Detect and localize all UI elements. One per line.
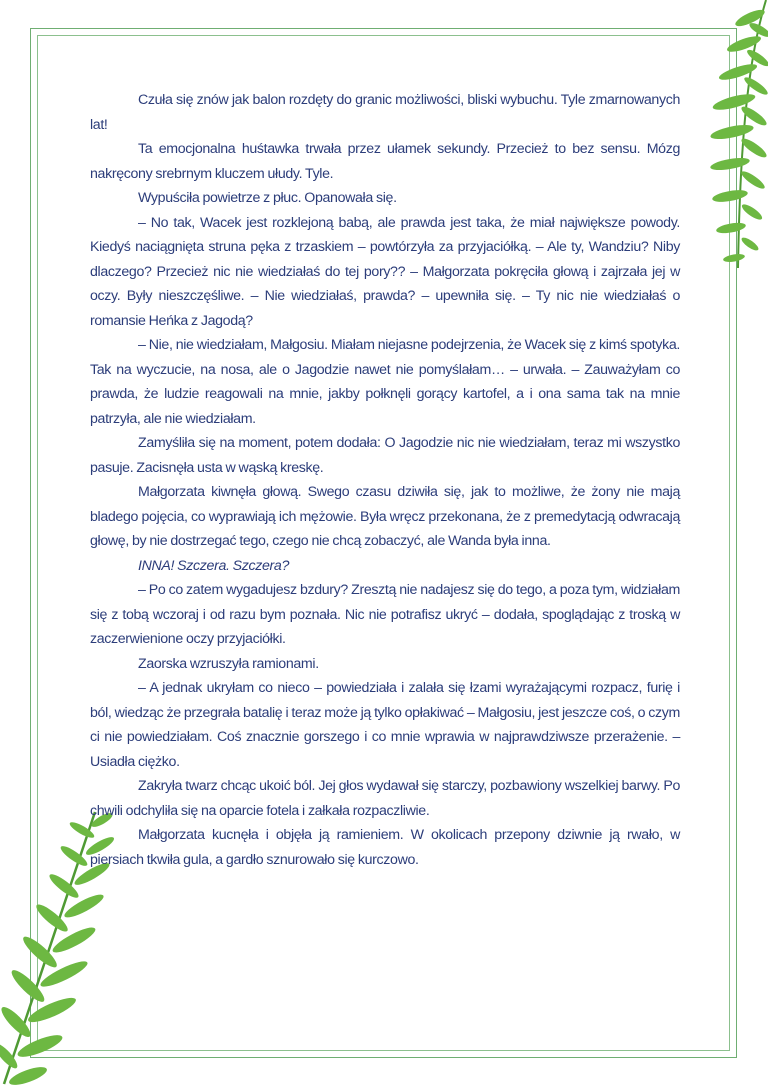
- paragraph: Czuła się znów jak balon rozdęty do granic możliwości, bliski wybuchu. Tyle zmarnowanych lat!: [90, 92, 680, 133]
- paragraph: – A jednak ukryłam co nieco – powiedziała i zalała się łzami wyrażającymi rozpacz, furię i ból, wiedząc że przegrała batalię i teraz może ją tylko opłakiwać – Małgosiu, jest jeszcze coś, o czym ci nie powiedziałam. Coś znacznie gorszego i co mnie wprawia w najprawdziwsze przerażenie. – Usiadła ciężko.: [90, 680, 680, 770]
- paragraph: Zakryła twarz chcąc ukoić ból. Jej głos wydawał się starczy, pozbawiony wszelkiej barwy. Po chwili odchyliła się na oparcie fotela i załkała rozpaczliwie.: [90, 778, 680, 819]
- paragraph: Wypuściła powietrze z płuc. Opanowała się.: [138, 190, 397, 206]
- fern-leaf-icon: [678, 0, 768, 270]
- paragraph: Zaorska wzruszyła ramionami.: [138, 655, 319, 672]
- page-text: [90, 88, 680, 872]
- paragraph: Zamyśliła się na moment, potem dodała: O Jagodzie nic nie wiedziałam, teraz mi wszystko pasuje. Zacisnęła usta w wąską kreskę.: [90, 435, 680, 476]
- paragraph-italic: INNA! Szczera. Szczera?: [138, 557, 290, 574]
- paragraph: – Nie, nie wiedziałam, Małgosiu. Miałam niejasne podejrzenia, że Wacek się z kimś spotyka. Tak na wyczucie, na nosa, ale o Jagodzie nawet nie pomyślałam… – urwała. – Zauważyłam co prawda, że ludzie reagowali na mnie, jakby połknęli gorący kartofel, a i ona sama tak na mnie patrzyła, ale nie wiedziałam.: [90, 337, 680, 427]
- paragraph: Małgorzata kucnęła i objęła ją ramieniem. W okolicach przepony dziwnie ją rwało, w piersiach tkwiła gula, a gardło sznurowało się kurczowo.: [90, 827, 680, 868]
- paragraph: Ta emocjonalna huśtawka trwała przez ułamek sekundy. Przecież to bez sensu. Mózg nakręcony srebrnym kluczem ułudy. Tyle.: [90, 141, 680, 182]
- paragraph: – Po co zatem wygadujesz bzdury? Zresztą nie nadajesz się do tego, a poza tym, widziałam się z tobą wczoraj i od razu bym poznała. Nic nie potrafisz ukryć – dodała, spoglądając z troską w zaczerwienione oczy przyjaciółki.: [90, 582, 680, 647]
- paragraph: – No tak, Wacek jest rozklejoną babą, ale prawda jest taka, że miał największe powody. Kiedyś naciągnięta struna pęka z trzaskiem – powtórzyła za przyjaciółką. – Ale ty, Wandziu? Niby dlaczego? Przecież nic nie wiedziałaś do tej pory?? – Małgorzata pokręciła głową i zajrzała jej w oczy. Były nieszczęśliwe. – Nie wiedziałaś, prawda? – upewniła się. – Ty nic nie wiedziałaś o romansie Heńka z Jagodą?: [90, 214, 680, 329]
- paragraph: Małgorzata kiwnęła głową. Swego czasu dziwiła się, jak to możliwe, że żony nie mają bladego pojęcia, co wyprawiają ich mężowie. Była wręcz przekonana, że z premedytacją odwracają głowę, by nie dostrzegać tego, czego nie chcą zobaczyć, ale Wanda była inna.: [90, 484, 680, 549]
